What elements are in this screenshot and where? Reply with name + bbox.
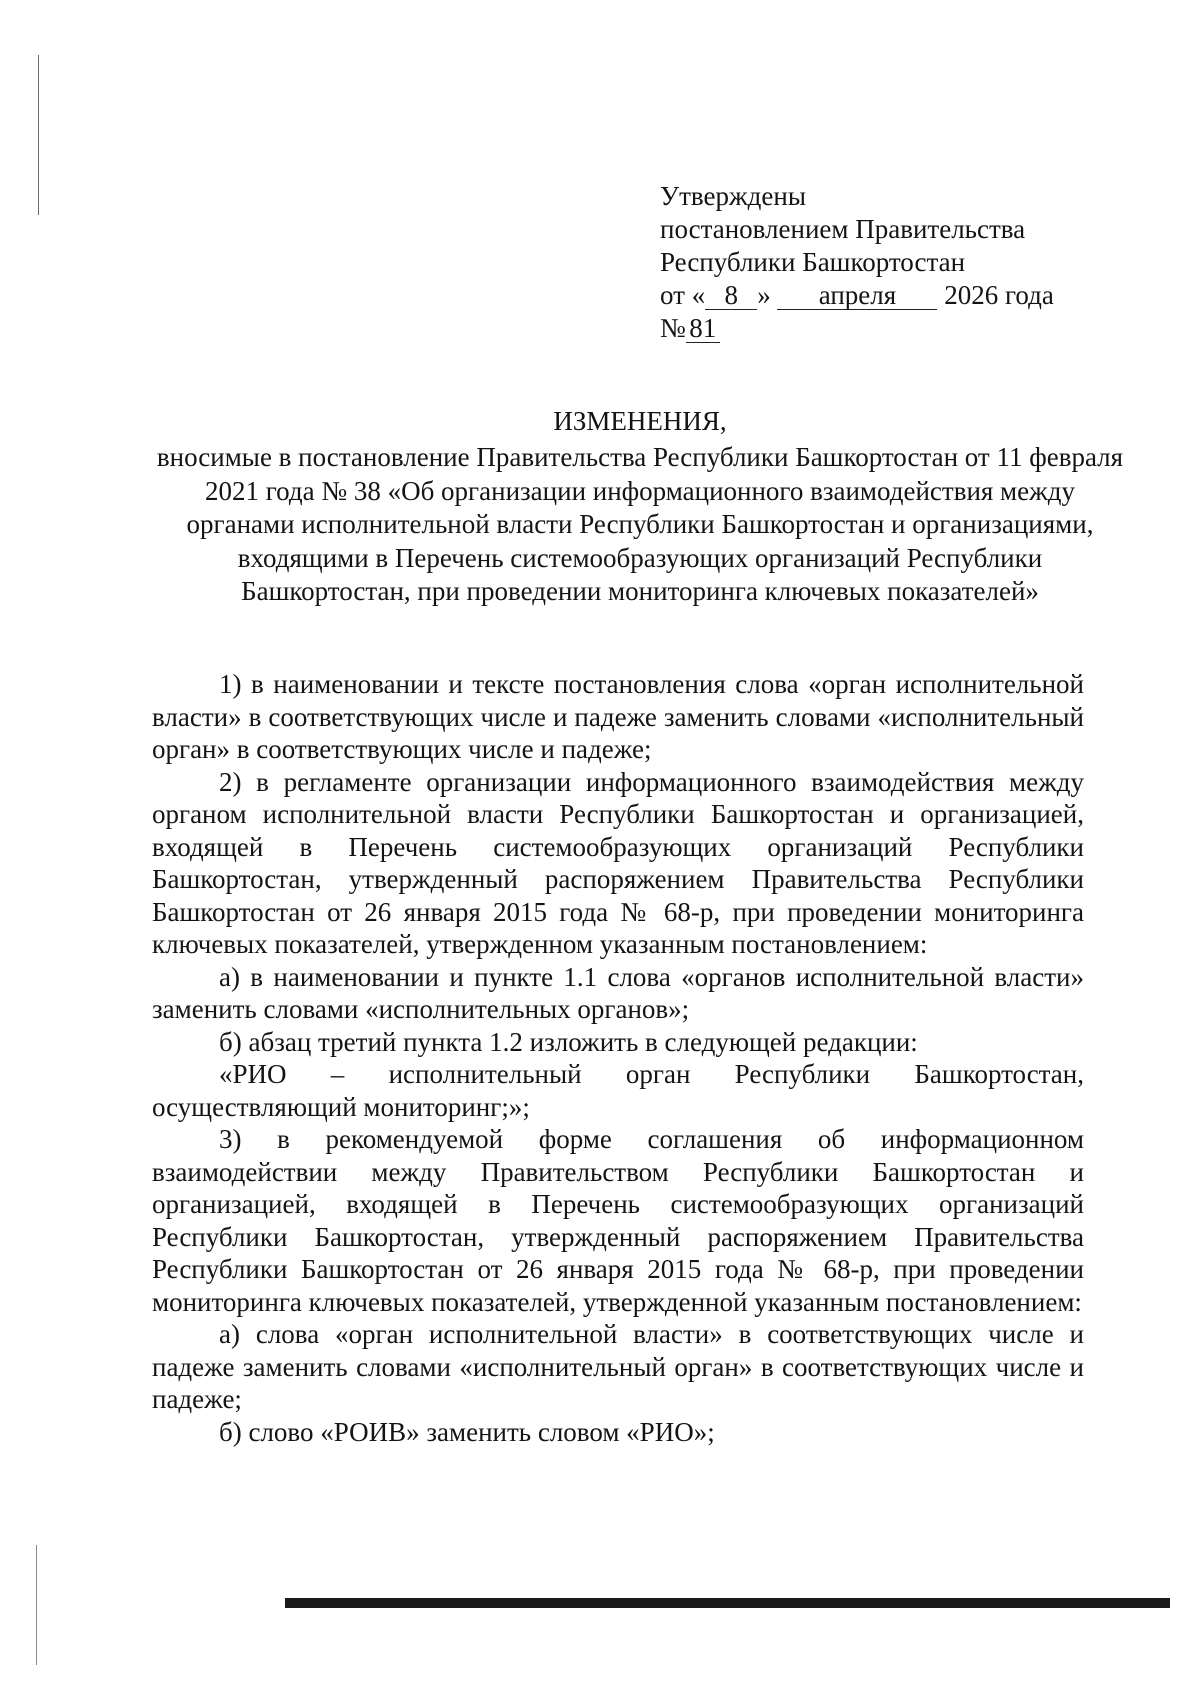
approval-line: Утверждены [660, 181, 806, 211]
paragraph-item: 2) в регламенте организации информационного взаимодействия между органом исполнительной власти Республики Башкортостан и организацией, входящей в Перечень системообразующих организаций Республики Башкортостан, утвержденный распоряжением Правительства Республики Башкортостан от 26 января 2015 года № 68-р, при проведении мониторинга ключевых показателей, утвержденном указанным постановлением: [152, 766, 1084, 959]
approval-date [660, 279, 1054, 312]
paragraph-item: б) абзац третий пункта 1.2 изложить в следующей редакции: [219, 1026, 918, 1057]
document-subtitle: вносимые в постановление Правительства Республики Башкортостан от 11 февраля 2021 года № 38 «Об организации информационного взаимодействия между органами исполнительной власти Республики Башкортостан и организациями, входящими в Перечень системообразующих организаций Республики Башкортостан, при проведении мониторинга ключевых показателей» [156, 442, 1124, 606]
scan-edge-mark [36, 1545, 37, 1665]
paragraph-item: а) в наименовании и пункте 1.1 слова «органов исполнительной власти» заменить словами «исполнительных органов»; [152, 961, 1084, 1024]
date-day: 8 [705, 281, 757, 310]
scan-bottom-bar [285, 1598, 1170, 1608]
approval-number [660, 312, 1054, 345]
paragraph-item: «РИО – исполнительный орган Республики Башкортостан, осуществляющий мониторинг;»; [152, 1059, 1084, 1122]
scan-edge-mark [38, 55, 39, 215]
approval-line: постановлением Правительства [660, 214, 1026, 244]
approval-stamp [660, 180, 1054, 345]
number-prefix: № [660, 313, 686, 343]
paragraph-item: 3) в рекомендуемой форме соглашения об информационном взаимодействии между Правительством Республики Башкортостан и организацией, входящей в Перечень системообразующих организаций Республики Башкортостан, утвержденный распоряжением Правительства Республики Башкортостан от 26 января 2015 года № 68-р, при проведении мониторинга ключевых показателей, утвержденной указанным постановлением: [152, 1124, 1084, 1317]
date-prefix: от « [660, 280, 706, 310]
paragraph-item: б) слово «РОИВ» заменить словом «РИО»; [219, 1416, 715, 1447]
paragraph-item: а) слова «орган исполнительной власти» в соответствующих числе и падеже заменить словами «исполнительный орган» в соответствующих числе и падеже; [152, 1319, 1084, 1414]
document-title: ИЗМЕНЕНИЯ, [553, 406, 727, 436]
approval-line: Республики Башкортостан [660, 247, 966, 277]
date-mid: » [757, 280, 771, 310]
number-value: 81 [686, 314, 720, 343]
paragraph-item: 1) в наименовании и тексте постановления слова «орган исполнительной власти» в соответствующих числе и падеже заменить словами «исполнительный орган» в соответствующих числе и падеже; [152, 669, 1084, 764]
date-month: апреля [777, 281, 937, 310]
date-year: 2026 года [944, 280, 1054, 310]
document-body [152, 668, 1084, 1448]
